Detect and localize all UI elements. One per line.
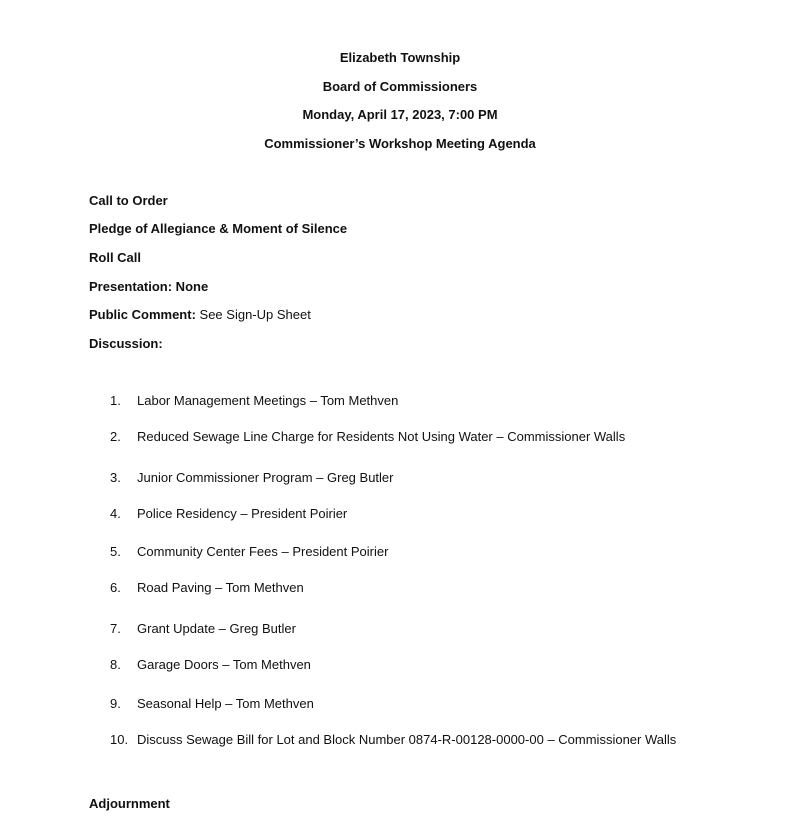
agenda-item-number: 8. bbox=[110, 657, 121, 672]
agenda-item-text: Labor Management Meetings – Tom Methven bbox=[137, 393, 399, 408]
agenda-item-9 bbox=[110, 696, 314, 711]
board-name: Board of Commissioners bbox=[322, 79, 478, 94]
agenda-item-text: Discuss Sewage Bill for Lot and Block Number 0874-R-00128-0000-00 – Commissioner Walls bbox=[137, 732, 677, 747]
agenda-item-number: 1. bbox=[110, 393, 121, 408]
public-comment-label: Public Comment: bbox=[89, 307, 196, 322]
adjournment: Adjournment bbox=[89, 796, 170, 811]
agenda-item-6 bbox=[110, 580, 304, 595]
agenda-item-1 bbox=[110, 393, 398, 408]
agenda-item-4 bbox=[110, 506, 347, 521]
agenda-item-number: 7. bbox=[110, 621, 121, 636]
agenda-item-2 bbox=[110, 429, 625, 444]
agenda-item-text: Garage Doors – Tom Methven bbox=[137, 657, 311, 672]
township-name: Elizabeth Township bbox=[339, 50, 461, 65]
public-comment bbox=[89, 307, 311, 322]
agenda-item-7 bbox=[110, 621, 296, 636]
agenda-item-number: 5. bbox=[110, 544, 121, 559]
discussion-heading: Discussion: bbox=[89, 336, 163, 351]
public-comment-value: See Sign-Up Sheet bbox=[199, 307, 311, 322]
agenda-item-3 bbox=[110, 470, 393, 485]
agenda-item-text: Junior Commissioner Program – Greg Butler bbox=[137, 470, 394, 485]
agenda-item-text: Grant Update – Greg Butler bbox=[137, 621, 296, 636]
agenda-item-text: Seasonal Help – Tom Methven bbox=[137, 696, 314, 711]
agenda-item-text: Road Paving – Tom Methven bbox=[137, 580, 304, 595]
agenda-item-number: 4. bbox=[110, 506, 121, 521]
agenda-item-number: 6. bbox=[110, 580, 121, 595]
pledge-of-allegiance: Pledge of Allegiance & Moment of Silence bbox=[89, 221, 348, 236]
call-to-order: Call to Order bbox=[89, 193, 168, 208]
agenda-item-5 bbox=[110, 544, 388, 559]
agenda-item-10 bbox=[110, 732, 676, 747]
agenda-item-number: 3. bbox=[110, 470, 121, 485]
presentation: Presentation: None bbox=[89, 279, 209, 294]
agenda-item-number: 9. bbox=[110, 696, 121, 711]
agenda-item-text: Police Residency – President Poirier bbox=[137, 506, 348, 521]
agenda-item-text: Community Center Fees – President Poirier bbox=[137, 544, 389, 559]
meeting-date-time: Monday, April 17, 2023, 7:00 PM bbox=[302, 107, 498, 122]
agenda-item-8 bbox=[110, 657, 311, 672]
agenda-item-text: Reduced Sewage Line Charge for Residents Not Using Water – Commissioner Walls bbox=[137, 429, 626, 444]
agenda-item-number: 10. bbox=[110, 732, 129, 747]
meeting-title: Commissioner’s Workshop Meeting Agenda bbox=[264, 136, 536, 151]
roll-call: Roll Call bbox=[89, 250, 142, 265]
agenda-item-number: 2. bbox=[110, 429, 121, 444]
